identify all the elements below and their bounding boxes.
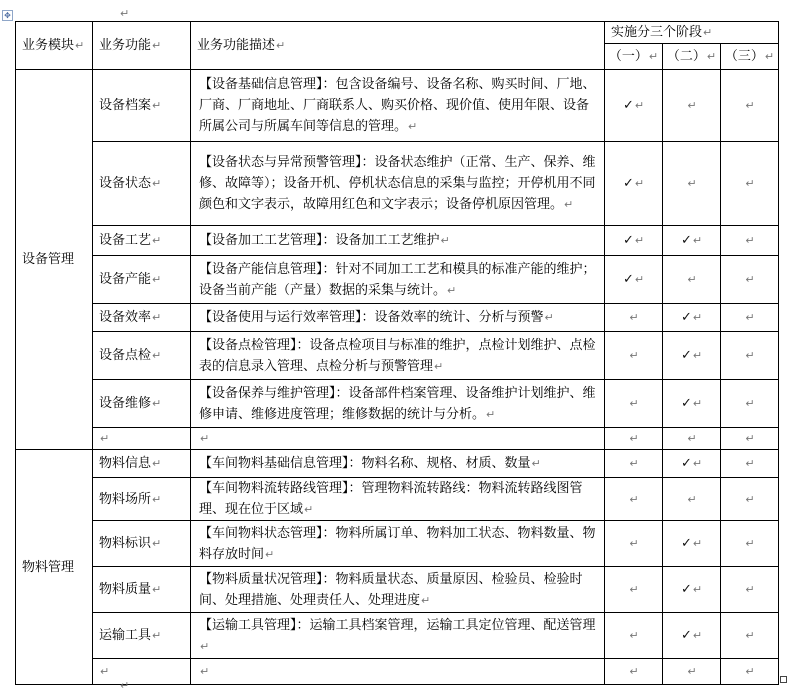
description-cell — [191, 521, 605, 567]
description-cell — [191, 380, 605, 428]
paragraph-mark-icon: ↵ — [692, 311, 703, 324]
check-mark-icon: ✓ — [680, 582, 692, 597]
function-cell — [93, 428, 191, 450]
paragraph-mark-icon: ↵ — [692, 397, 703, 410]
function-cell — [93, 304, 191, 332]
table-row — [16, 567, 779, 613]
paragraph-mark-icon: ↵ — [152, 311, 162, 324]
paragraph-mark-icon: ↵ — [629, 537, 639, 550]
paragraph-mark-icon: ↵ — [692, 457, 703, 470]
header-module: 业务模块↵ — [16, 22, 93, 70]
phase-3-cell — [721, 613, 779, 659]
paragraph-mark-icon: ↵ — [531, 457, 541, 470]
paragraph-mark-icon: ↵ — [152, 583, 162, 596]
paragraph-mark-icon: ↵ — [692, 537, 703, 550]
check-mark-icon: ✓ — [622, 272, 634, 287]
phase-1-cell — [605, 332, 663, 380]
paragraph-mark-icon: ↵ — [440, 234, 450, 247]
paragraph-mark-icon: ↵ — [692, 234, 703, 247]
paragraph-mark-icon: ↵ — [152, 397, 162, 410]
phase-3-cell — [721, 380, 779, 428]
description-cell — [191, 304, 605, 332]
paragraph-mark-icon: ↵ — [629, 492, 639, 506]
paragraph-mark-icon: ↵ — [152, 457, 162, 470]
paragraph-mark-icon: ↵ — [152, 349, 162, 362]
header-phase-1: （一）↵ — [605, 44, 663, 70]
function-cell — [93, 450, 191, 478]
paragraph-mark-icon: ↵ — [544, 311, 554, 324]
function-cell — [93, 613, 191, 659]
function-label: 设备效率 — [99, 310, 152, 325]
function-label: 设备点检 — [99, 348, 152, 363]
paragraph-mark-icon: ↵ — [745, 457, 755, 470]
check-mark-icon: ✓ — [680, 310, 692, 325]
function-label: 物料质量 — [99, 582, 152, 597]
description-text: 【车间物料基础信息管理】：物料名称、规格、材质、数量 — [199, 456, 531, 471]
paragraph-mark-icon: ↵ — [745, 432, 755, 445]
paragraph-mark-icon: ↵ — [745, 273, 755, 286]
paragraph-mark-icon: ↵ — [745, 177, 755, 190]
paragraph-mark-icon: ↵ — [634, 177, 645, 190]
paragraph-mark-icon: ↵ — [634, 234, 645, 247]
paragraph-mark-icon: ↵ — [152, 99, 162, 112]
table-row — [16, 428, 779, 450]
table-row — [16, 70, 779, 142]
phase-2-cell — [663, 478, 721, 521]
function-label: 物料场所 — [99, 491, 152, 507]
phase-1-cell — [605, 70, 663, 142]
description-cell — [191, 450, 605, 478]
phase-2-cell — [663, 332, 721, 380]
function-cell — [93, 380, 191, 428]
phase-3-cell — [721, 70, 779, 142]
phase-1-cell — [605, 380, 663, 428]
paragraph-mark-icon: ↵ — [745, 234, 755, 247]
paragraph-mark-icon: ↵ — [745, 349, 755, 362]
check-mark-icon: ✓ — [622, 98, 634, 113]
phase-3-cell — [721, 521, 779, 567]
phase-1-cell — [605, 428, 663, 450]
check-mark-icon: ✓ — [622, 176, 634, 191]
function-cell — [93, 659, 191, 685]
description-cell — [191, 142, 605, 226]
description-text: 【设备点检管理】：设备点检项目与标准的维护，点检计划维护、点检表的信息录入管理、点检分析与预警管理 — [199, 337, 596, 374]
paragraph-mark-icon: ↵ — [687, 492, 697, 506]
phase-1-cell — [605, 613, 663, 659]
phase-2-cell — [663, 226, 721, 256]
paragraph-mark-icon: ↵ — [564, 198, 574, 211]
paragraph-mark-icon: ↵ — [629, 665, 639, 678]
paragraph-mark-icon: ↵ — [687, 432, 697, 445]
paragraph-mark-icon: ↵ — [152, 234, 162, 247]
requirements-table — [15, 21, 779, 685]
table-row — [16, 521, 779, 567]
paragraph-mark-icon: ↵ — [745, 492, 755, 506]
paragraph-mark-icon: ↵ — [629, 457, 639, 470]
check-mark-icon: ✓ — [680, 348, 692, 363]
paragraph-mark-icon: ↵ — [745, 665, 755, 678]
phase-3-cell — [721, 304, 779, 332]
module-cell — [16, 70, 93, 450]
check-mark-icon: ✓ — [680, 456, 692, 471]
phase-2-cell — [663, 450, 721, 478]
description-cell — [191, 659, 605, 685]
paragraph-mark-icon: ↵ — [265, 547, 275, 561]
table-row — [16, 613, 779, 659]
paragraph-mark-icon: ↵ — [745, 311, 755, 324]
phase-3-cell — [721, 659, 779, 685]
paragraph-mark-icon: ↵ — [629, 397, 639, 410]
function-cell — [93, 226, 191, 256]
function-cell — [93, 521, 191, 567]
paragraph-mark-icon: ↵ — [745, 537, 755, 550]
paragraph-mark-icon: ↵ — [152, 629, 162, 642]
paragraph-mark-icon: ↵ — [687, 273, 697, 286]
description-text: 【设备状态与异常预警管理】：设备状态维护（正常、生产、保养、维修、故障等）；设备开机、停机状态信息的采集与监控；开停机用不同颜色和文字表示，故障用红色和文字表示；设备停机原因管理。 — [199, 155, 596, 212]
phase-3-cell — [721, 567, 779, 613]
phase-2-cell — [663, 70, 721, 142]
paragraph-mark-icon: ↵ — [447, 283, 457, 297]
description-text: 【车间物料流转路线管理】：管理物料流转路线：物料流转路线图管理、现在位于区域 — [199, 481, 583, 517]
phase-2-cell — [663, 142, 721, 226]
paragraph-mark-icon: ↵ — [120, 7, 130, 20]
paragraph-mark-icon: ↵ — [434, 359, 444, 373]
paragraph-mark-icon: ↵ — [408, 120, 418, 133]
paragraph-mark-icon: ↵ — [687, 99, 697, 112]
phase-3-cell — [721, 332, 779, 380]
function-label: 物料信息 — [99, 456, 152, 471]
description-cell — [191, 428, 605, 450]
phase-2-cell — [663, 256, 721, 304]
paragraph-mark-icon: ↵ — [304, 503, 314, 516]
paragraph-mark-icon: ↵ — [200, 639, 210, 653]
phase-1-cell — [605, 567, 663, 613]
description-text: 【设备使用与运行效率管理】：设备效率的统计、分析与预警 — [199, 310, 544, 325]
header-phase-2: （二）↵ — [663, 44, 721, 70]
check-mark-icon: ✓ — [680, 233, 692, 248]
paragraph-mark-icon: ↵ — [486, 407, 496, 421]
description-cell — [191, 332, 605, 380]
function-cell — [93, 478, 191, 521]
description-cell — [191, 613, 605, 659]
function-cell — [93, 567, 191, 613]
phase-1-cell — [605, 521, 663, 567]
description-cell — [191, 478, 605, 521]
function-label: 设备工艺 — [99, 233, 152, 248]
paragraph-mark-icon: ↵ — [629, 311, 639, 324]
phase-1-cell — [605, 226, 663, 256]
table-row — [16, 450, 779, 478]
phase-2-cell — [663, 659, 721, 685]
description-text: 【物料质量状况管理】：物料质量状态、质量原因、检验员、检验时间、处理措施、处理责任人、处理进度 — [199, 571, 583, 608]
paragraph-mark-icon: ↵ — [120, 679, 130, 692]
paragraph-mark-icon: ↵ — [629, 583, 639, 596]
paragraph-mark-icon: ↵ — [745, 99, 755, 112]
description-text: 【设备保养与维护管理】：设备部件档案管理、设备维护计划维护、维修申请、维修进度管理；维修数据的统计与分析。 — [199, 385, 596, 422]
phase-3-cell — [721, 428, 779, 450]
description-cell — [191, 70, 605, 142]
description-cell — [191, 567, 605, 613]
function-label: 运输工具 — [99, 628, 152, 643]
table-row — [16, 380, 779, 428]
function-label: 设备产能 — [99, 272, 152, 287]
paragraph-mark-icon: ↵ — [745, 629, 755, 642]
phase-2-cell — [663, 613, 721, 659]
function-label: 设备维修 — [99, 396, 152, 411]
table-row — [16, 304, 779, 332]
table-move-handle-icon[interactable]: ✥ — [2, 10, 13, 21]
paragraph-mark-icon: ↵ — [692, 349, 703, 362]
phase-1-cell — [605, 659, 663, 685]
paragraph-mark-icon: ↵ — [152, 273, 162, 286]
paragraph-mark-icon: ↵ — [629, 629, 639, 642]
description-text: 【设备产能信息管理】：针对不同加工工艺和模具的标准产能的维护；设备当前产能（产量）数据的采集与统计。 — [199, 261, 596, 298]
paragraph-mark-icon: ↵ — [692, 583, 703, 596]
paragraph-mark-icon: ↵ — [100, 665, 110, 678]
check-mark-icon: ✓ — [680, 628, 692, 643]
phase-2-cell — [663, 428, 721, 450]
paragraph-mark-icon: ↵ — [634, 273, 645, 286]
paragraph-mark-icon: ↵ — [692, 629, 703, 642]
description-text: 【车间物料状态管理】：物料所属订单、物料加工状态、物料数量、物料存放时间 — [199, 525, 596, 562]
function-label: 设备档案 — [99, 98, 152, 113]
paragraph-mark-icon: ↵ — [200, 432, 210, 445]
paragraph-mark-icon: ↵ — [687, 665, 697, 678]
function-cell — [93, 142, 191, 226]
phase-3-cell — [721, 226, 779, 256]
function-label: 物料标识 — [99, 536, 152, 551]
description-text: 【运输工具管理】：运输工具档案管理，运输工具定位管理、配送管理 — [199, 617, 596, 633]
phase-3-cell — [721, 142, 779, 226]
module-cell — [16, 450, 93, 685]
phase-1-cell — [605, 304, 663, 332]
phase-2-cell — [663, 567, 721, 613]
module-label: 物料管理 — [22, 559, 75, 575]
header-function: 业务功能↵ — [93, 22, 191, 70]
check-mark-icon: ✓ — [680, 536, 692, 551]
paragraph-mark-icon: ↵ — [152, 492, 162, 506]
header-phases: 实施分三个阶段↵ — [605, 22, 779, 44]
description-text: 【设备基础信息管理】：包含设备编号、设备名称、购买时间、厂地、厂商、厂商地址、厂商联系人、购买价格、现价值、使用年限、设备所属公司与所属车间等信息的管理。 — [199, 77, 596, 134]
paragraph-mark-icon: ↵ — [200, 665, 210, 678]
resize-handle-icon[interactable] — [780, 676, 787, 683]
check-mark-icon: ✓ — [622, 233, 634, 248]
phase-2-cell — [663, 380, 721, 428]
phase-1-cell — [605, 142, 663, 226]
description-cell — [191, 256, 605, 304]
paragraph-mark-icon: ↵ — [152, 537, 162, 550]
paragraph-mark-icon: ↵ — [745, 397, 755, 410]
paragraph-mark-icon: ↵ — [745, 583, 755, 596]
table-row — [16, 142, 779, 226]
paragraph-mark-icon: ↵ — [152, 177, 162, 190]
phase-3-cell — [721, 478, 779, 521]
phase-3-cell — [721, 256, 779, 304]
phase-2-cell — [663, 521, 721, 567]
table-row — [16, 659, 779, 685]
paragraph-mark-icon: ↵ — [100, 432, 110, 445]
header-phase-3: （三）↵ — [721, 44, 779, 70]
check-mark-icon: ✓ — [680, 396, 692, 411]
paragraph-mark-icon: ↵ — [629, 432, 639, 445]
module-label: 设备管理 — [22, 252, 75, 267]
phase-1-cell — [605, 478, 663, 521]
description-cell — [191, 226, 605, 256]
paragraph-mark-icon: ↵ — [421, 593, 431, 607]
table-row — [16, 256, 779, 304]
header-description: 业务功能描述↵ — [191, 22, 605, 70]
phase-3-cell — [721, 450, 779, 478]
table-row — [16, 226, 779, 256]
function-cell — [93, 256, 191, 304]
phase-1-cell — [605, 256, 663, 304]
table-row — [16, 478, 779, 521]
function-cell — [93, 70, 191, 142]
table-row — [16, 332, 779, 380]
function-label: 设备状态 — [99, 176, 152, 191]
paragraph-mark-icon: ↵ — [629, 349, 639, 362]
paragraph-mark-icon: ↵ — [687, 177, 697, 190]
phase-2-cell — [663, 304, 721, 332]
phase-1-cell — [605, 450, 663, 478]
function-cell — [93, 332, 191, 380]
description-text: 【设备加工工艺管理】：设备加工工艺维护 — [199, 233, 440, 248]
paragraph-mark-icon: ↵ — [634, 99, 645, 112]
